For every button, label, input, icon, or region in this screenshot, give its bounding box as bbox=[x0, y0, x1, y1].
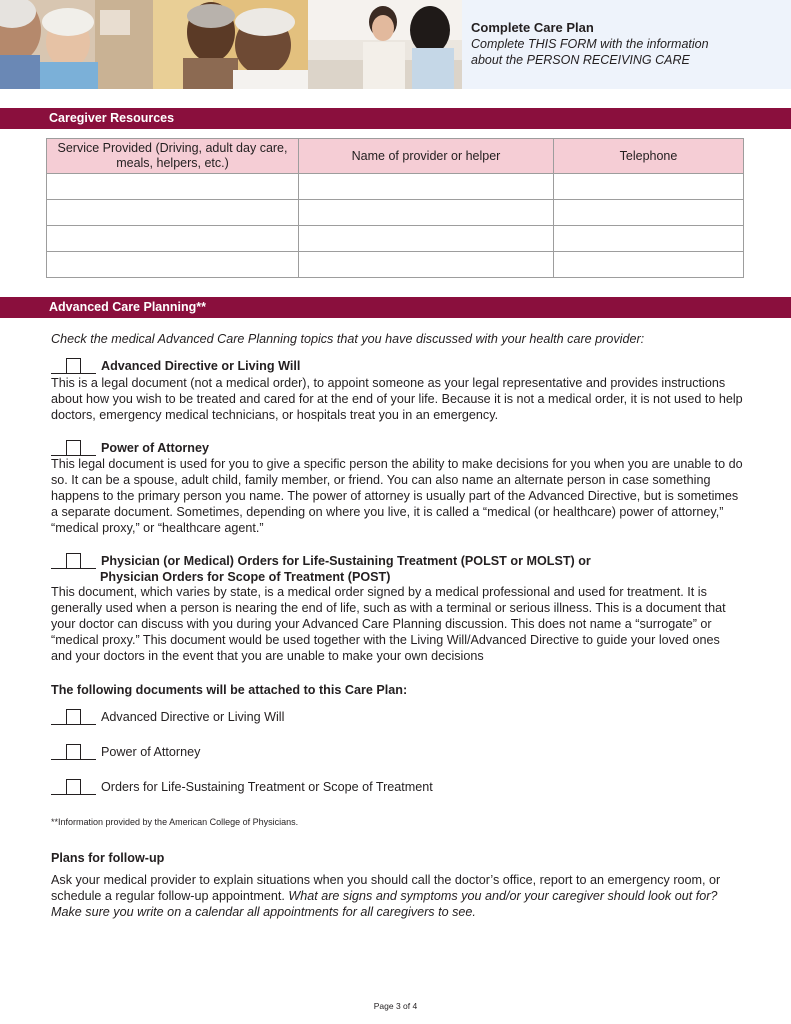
header-photo-doctor-patient bbox=[308, 0, 462, 89]
telephone-cell[interactable] bbox=[554, 226, 744, 252]
topic-description: This document, which varies by state, is a medical order signed by a medical professional and used for treatment. It is generally used when a person is nearing the end of life, such as with a terminal or serious illness. This is a document that your doctor can discuss with you during your Advanced Care Planning discussion. This does not name a “surrogate” or “medical proxy.” This document would be used together with the Living Will/Advanced Directive to guide your loved ones and your doctors in the event that you are unable to make your own decisions bbox=[51, 585, 726, 663]
topic-power-of-attorney-checkbox-row bbox=[51, 440, 209, 456]
advanced-care-intro: Check the medical Advanced Care Planning topics that you have discussed with your health care provider: bbox=[51, 332, 645, 346]
followup-text-regular: Ask your medical provider to explain situations when you should call the doctor’s office, report to an emergency room, or schedule a regular follow-up appointment. bbox=[51, 873, 721, 903]
header-photo-senior-couple bbox=[153, 0, 308, 89]
advanced-care-heading: Advanced Care Planning** bbox=[0, 297, 791, 318]
page-number: Page 3 of 4 bbox=[373, 1001, 418, 1011]
followup-text bbox=[51, 872, 743, 920]
power-of-attorney-checkbox[interactable] bbox=[66, 440, 81, 456]
table-row bbox=[47, 200, 744, 226]
table-row bbox=[47, 252, 744, 278]
table-row bbox=[47, 226, 744, 252]
provider-cell[interactable] bbox=[299, 252, 554, 278]
telephone-cell[interactable] bbox=[554, 200, 744, 226]
topic-description: This is a legal document (not a medical order), to appoint someone as your legal representative and provides instructions about how you wish to be treated and cared for at the end of your life. Because it is not a medical order, it is not used to help doctors, emergency medical technicians, or hospitals treat you in an emergency. bbox=[51, 376, 743, 422]
column-header-telephone: Telephone bbox=[554, 139, 744, 174]
attach-advanced-directive-checkbox[interactable] bbox=[66, 709, 81, 725]
topic-label: Advanced Directive or Living Will bbox=[101, 359, 301, 373]
telephone-cell[interactable] bbox=[554, 174, 744, 200]
service-cell[interactable] bbox=[47, 174, 299, 200]
service-cell[interactable] bbox=[47, 226, 299, 252]
header-panel bbox=[462, 0, 791, 89]
topic-label: Physician (or Medical) Orders for Life-Sustaining Treatment (POLST or MOLST) or bbox=[101, 554, 591, 568]
attach-power-of-attorney-checkbox[interactable] bbox=[66, 744, 81, 760]
advanced-directive-checkbox[interactable] bbox=[66, 358, 81, 374]
attachment-row bbox=[51, 709, 284, 725]
column-header-provider: Name of provider or helper bbox=[299, 139, 554, 174]
attachments-heading: The following documents will be attached to this Care Plan: bbox=[51, 683, 408, 697]
page-title: Complete Care Plan bbox=[471, 20, 594, 35]
provider-cell[interactable] bbox=[299, 226, 554, 252]
page-subtitle-line2: about the PERSON RECEIVING CARE bbox=[471, 53, 690, 67]
provider-cell[interactable] bbox=[299, 200, 554, 226]
checkbox-line bbox=[51, 441, 96, 456]
service-cell[interactable] bbox=[47, 200, 299, 226]
topic-advanced-directive-checkbox-row bbox=[51, 358, 300, 374]
attachment-label: Advanced Directive or Living Will bbox=[101, 710, 285, 724]
checkbox-line bbox=[51, 780, 96, 795]
caregiver-resources-heading: Caregiver Resources bbox=[0, 108, 791, 129]
provider-cell[interactable] bbox=[299, 174, 554, 200]
checkbox-line bbox=[51, 359, 96, 374]
checkbox-line bbox=[51, 554, 96, 569]
service-cell[interactable] bbox=[47, 252, 299, 278]
followup-heading: Plans for follow-up bbox=[51, 851, 165, 865]
page-subtitle-line1: Complete THIS FORM with the information bbox=[471, 37, 709, 51]
attachment-label: Power of Attorney bbox=[101, 745, 201, 759]
topic-polst-checkbox-row bbox=[51, 553, 591, 569]
caregiver-resources-table bbox=[46, 138, 744, 278]
column-header-service: Service Provided (Driving, adult day care, meals, helpers, etc.) bbox=[47, 139, 299, 174]
footnote: **Information provided by the American College of Physicians. bbox=[51, 817, 299, 827]
checkbox-line bbox=[51, 745, 96, 760]
topic-label-line2: Physician Orders for Scope of Treatment (POST) bbox=[100, 570, 391, 584]
header-photo-senior-woman bbox=[0, 0, 153, 89]
attachment-row bbox=[51, 779, 433, 795]
polst-checkbox[interactable] bbox=[66, 553, 81, 569]
topic-label: Power of Attorney bbox=[101, 441, 209, 455]
topic-description: This legal document is used for you to give a specific person the ability to make decisions for you when you are unable to do so. It can be a spouse, adult child, family member, or friend. You can also name an alternate person in case something happens to the primary person you name. The power of attorney is usually part of the Advanced Directive, but is sometimes a separate document. Sometimes, depending on where you live, it is called a “medical (or healthcare) power of attorney,” “medical proxy,” or “healthcare agent.” bbox=[51, 457, 743, 535]
table-row bbox=[47, 174, 744, 200]
attachment-row bbox=[51, 744, 200, 760]
followup-text-italic: What are signs and symptoms you and/or your caregiver should look out for? Make sure you write on a calendar all appointments for all caregivers to see. bbox=[51, 889, 718, 919]
checkbox-line bbox=[51, 710, 96, 725]
table-header-row bbox=[47, 139, 744, 174]
telephone-cell[interactable] bbox=[554, 252, 744, 278]
attach-orders-checkbox[interactable] bbox=[66, 779, 81, 795]
attachment-label: Orders for Life-Sustaining Treatment or Scope of Treatment bbox=[101, 780, 433, 794]
